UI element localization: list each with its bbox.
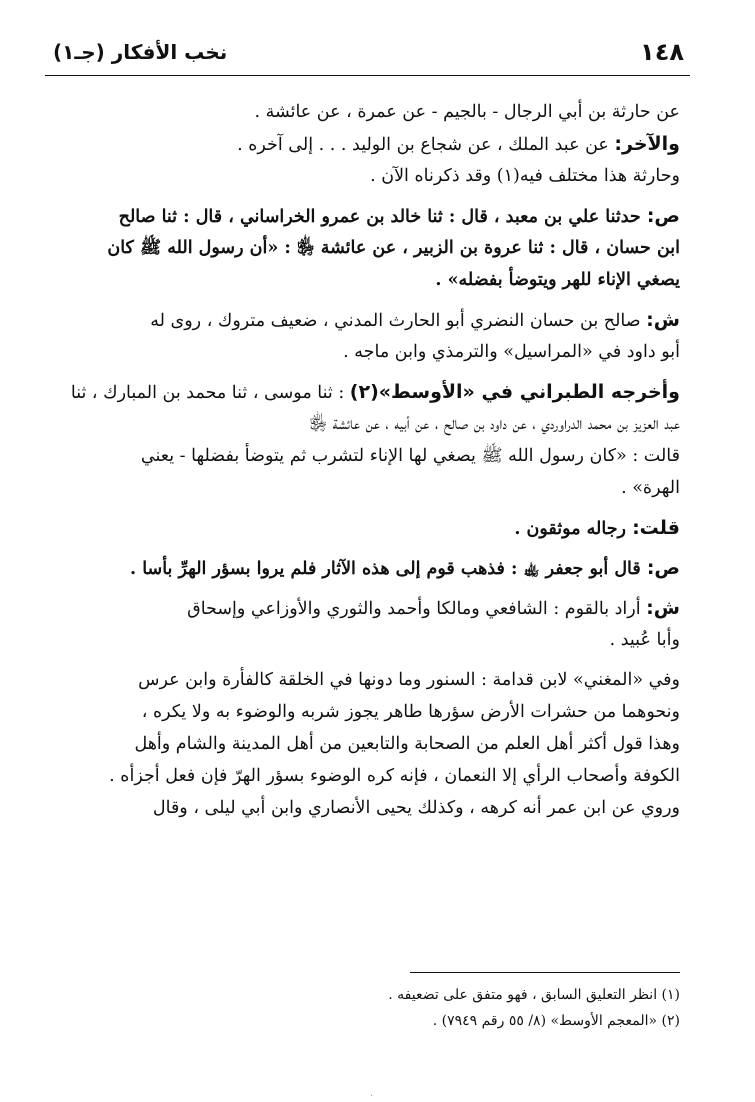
line-text: ابن حسان ، قال : ثنا عروة بن الزبير ، عن عائشة ﵂ : «أن رسول الله ﷺ كان xyxy=(107,238,680,258)
line-text: : ثنا موسى ، ثنا محمد بن المبارك ، ثنا xyxy=(70,383,350,403)
line-text: رجاله موثقون . xyxy=(514,519,633,539)
text-line xyxy=(60,232,680,264)
line-text: عن عبد الملك ، عن شجاع بن الوليد . . . إلى آخره . xyxy=(237,135,615,155)
line-text: قالت : «كان رسول الله ﷺ يصغي لها الإناء لتشرب ثم يتوضأ بفضلها - يعني xyxy=(140,446,680,466)
paragraph-label: ش: xyxy=(646,597,680,619)
footnote-divider xyxy=(410,972,680,973)
text-line xyxy=(60,336,680,368)
text-line xyxy=(60,624,680,656)
line-text: ونحوهما من حشرات الأرض سؤرها طاهر يجوز شربه والوضوء به ولا يكره ، xyxy=(141,702,680,722)
paragraph-label: قلت: xyxy=(632,517,680,539)
footnote-2: (٢) «المعجم الأوسط» (٨/ ٥٥ رقم ٧٩٤٩) . xyxy=(432,1013,680,1029)
line-text: الهرة» . xyxy=(621,478,680,498)
text-line xyxy=(60,408,680,440)
running-title: نخب الأفكار (جـ١) xyxy=(53,40,228,64)
footnote-1: (١) انظر التعليق السابق ، فهو متفق على تضعيفه . xyxy=(388,987,680,1003)
line-text: وحارثة هذا مختلف فيه(١) وقد ذكرناه الآن . xyxy=(370,166,680,186)
line-text: يصغي الإناء للهر ويتوضأ بفضله» . xyxy=(435,270,680,290)
paragraph-label: ص: xyxy=(646,557,680,579)
main-text xyxy=(60,96,680,824)
text-line xyxy=(60,440,680,472)
paragraph-label: ش: xyxy=(646,309,680,331)
line-text: أبو داود في «المراسيل» والترمذي وابن ماجه . xyxy=(343,342,680,362)
text-line xyxy=(60,696,680,728)
paragraph-label: وأخرجه الطبراني في «الأوسط»(٢) xyxy=(349,381,680,403)
line-text: وفي «المغني» لابن قدامة : السنور وما دونها في الخلقة كالفأرة وابن عرس xyxy=(138,670,680,690)
text-line xyxy=(60,592,680,624)
text-line xyxy=(60,552,680,584)
paragraph-label: والآخر: xyxy=(614,133,680,155)
line-text: حدثنا علي بن معبد ، قال : ثنا خالد بن عمرو الخراساني ، قال : ثنا صالح xyxy=(118,207,647,227)
text-line xyxy=(60,664,680,696)
line-text: قال أبو جعفر ﵀ : فذهب قوم إلى هذه الآثار فلم يروا بسؤر الهرِّ بأسا . xyxy=(130,559,647,579)
text-line xyxy=(60,200,680,232)
line-text: الكوفة وأصحاب الرأي إلا النعمان ، فإنه كره الوضوء بسؤر الهرّ فإن فعل أجزأه . xyxy=(109,766,680,786)
line-text: وأبا عُبيد . xyxy=(609,630,680,650)
text-line xyxy=(60,760,680,792)
line-text: عبد العزيز بن محمد الدراوردي ، عن داود بن صالح ، عن أبيه ، عن عائشة ﵂ xyxy=(309,414,680,434)
text-line xyxy=(60,472,680,504)
text-line xyxy=(60,264,680,296)
line-text: عن حارثة بن أبي الرجال - بالجيم - عن عمرة ، عن عائشة . xyxy=(254,102,680,122)
text-line xyxy=(60,512,680,544)
line-text: أراد بالقوم : الشافعي ومالكا وأحمد والثوري والأوزاعي وإسحاق xyxy=(187,599,647,619)
text-line xyxy=(60,792,680,824)
line-text: وهذا قول أكثر أهل العلم من الصحابة والتابعين من أهل المدينة والشام وأهل xyxy=(134,734,680,754)
paragraph-label: ص: xyxy=(646,205,680,227)
text-line xyxy=(60,728,680,760)
page-header xyxy=(45,38,690,72)
line-text: صالح بن حسان النضري أبو الحارث المدني ، ضعيف متروك ، روى له xyxy=(150,311,647,331)
line-text: وروي عن ابن عمر أنه كرهه ، وكذلك يحيى الأنصاري وابن أبي ليلى ، وقال xyxy=(152,798,680,818)
bottom-dot: . xyxy=(370,1088,374,1099)
page-number: ١٤٨ xyxy=(640,38,684,66)
text-line xyxy=(60,376,680,408)
text-line xyxy=(60,160,680,192)
text-line xyxy=(60,304,680,336)
text-line xyxy=(60,128,680,160)
text-line xyxy=(60,96,680,128)
header-divider xyxy=(45,75,690,76)
footnotes xyxy=(300,982,680,1034)
